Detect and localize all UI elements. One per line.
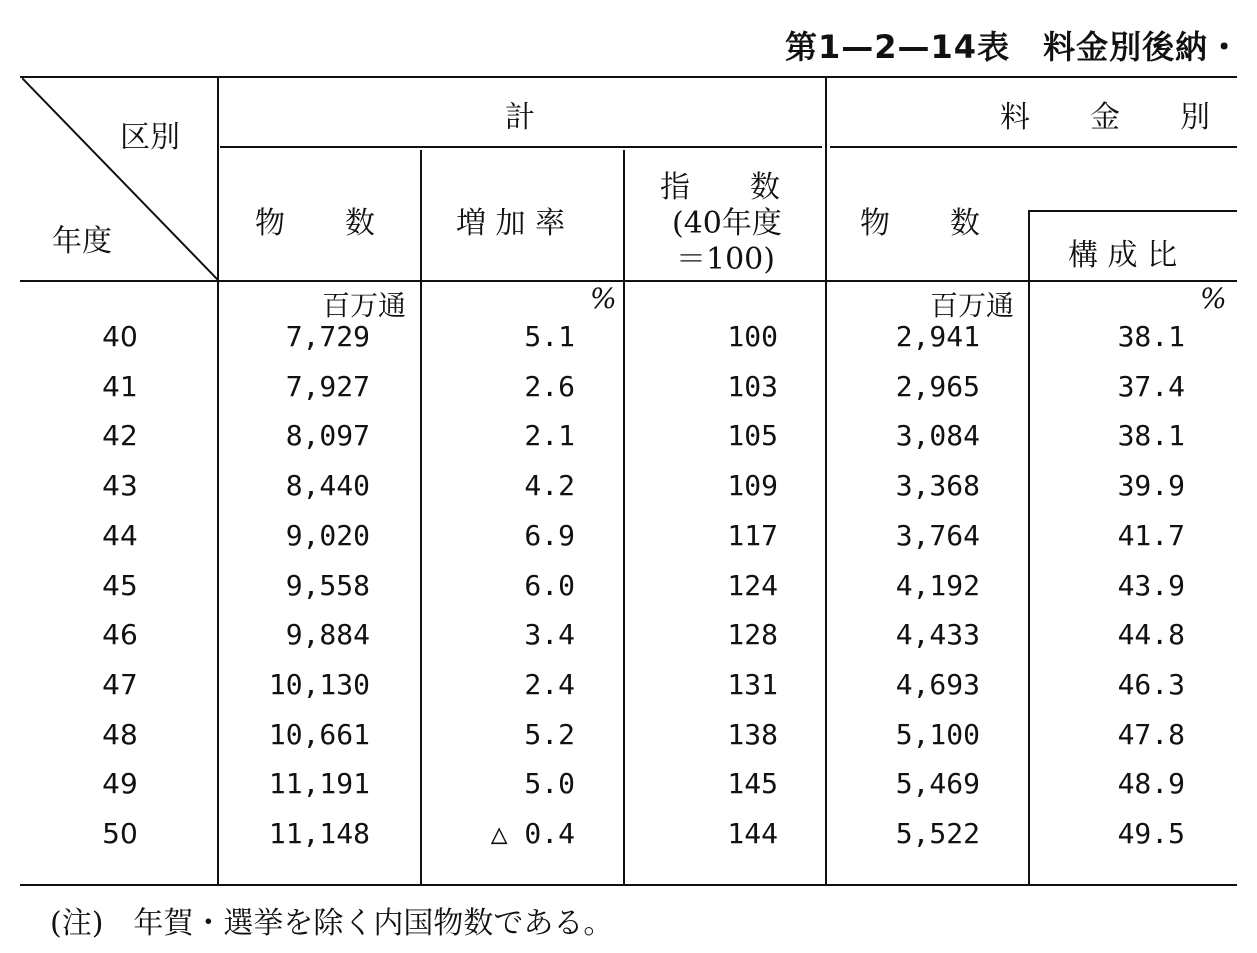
cell-increase: 6.0 [524, 568, 575, 602]
col-header-fee-count: 物 数 [860, 206, 980, 241]
cell-increase: 5.2 [524, 717, 575, 751]
cell-fee-count: 4,192 [895, 568, 980, 602]
cell-count: 8,097 [285, 419, 370, 453]
col-header-index-1: 指 数 [660, 170, 780, 205]
cell-ratio: 44.8 [1117, 618, 1185, 652]
cell-fee-count: 5,522 [895, 817, 980, 850]
group-fee-underline [830, 146, 1237, 148]
cell-index: 124 [727, 568, 778, 602]
cell-index: 138 [727, 717, 778, 751]
cell-ratio: 38.1 [1117, 419, 1185, 453]
cell-year: 42 [102, 419, 138, 453]
cell-year: 50 [102, 817, 138, 850]
col-header-index-2: (40年度 [672, 206, 782, 241]
col-header-index-3: ＝100) [676, 242, 775, 277]
group-header-by-fee: 料 金 別 [1000, 100, 1210, 135]
cell-count: 11,191 [268, 767, 370, 801]
cell-year: 44 [102, 518, 138, 552]
cell-increase: △ 0.4 [490, 817, 575, 850]
cell-count: 8,440 [285, 469, 370, 503]
cell-ratio: 39.9 [1117, 469, 1185, 503]
cell-count: 7,729 [285, 320, 370, 353]
col-divider-1 [420, 150, 422, 884]
cell-increase: 6.9 [524, 518, 575, 552]
cell-fee-count: 2,965 [895, 369, 980, 403]
cell-year: 47 [102, 667, 138, 701]
cell-fee-count: 3,368 [895, 469, 980, 503]
col-divider-3 [1028, 210, 1030, 884]
footnote: (注) 年賀・選挙を除く内国物数である。 [50, 906, 614, 941]
cell-fee-count: 4,433 [895, 618, 980, 652]
ratio-header-topline [1030, 210, 1237, 212]
cell-count: 9,558 [285, 568, 370, 602]
cell-count: 9,020 [285, 518, 370, 552]
header-bottom-rule [20, 280, 1237, 282]
cell-fee-count: 4,693 [895, 667, 980, 701]
cell-index: 128 [727, 618, 778, 652]
cell-ratio: 43.9 [1117, 568, 1185, 602]
unit-percent: % [590, 282, 617, 315]
cell-increase: 2.1 [524, 419, 575, 453]
cell-ratio: 38.1 [1117, 320, 1185, 353]
cell-count: 9,884 [285, 618, 370, 652]
unit-count: 百万通 [322, 289, 407, 322]
cell-fee-count: 3,084 [895, 419, 980, 453]
cell-year: 49 [102, 767, 138, 801]
cell-fee-count: 2,941 [895, 320, 980, 353]
cell-increase: 2.4 [524, 667, 575, 701]
cell-ratio: 48.9 [1117, 767, 1185, 801]
cell-index: 144 [727, 817, 778, 850]
cell-index: 117 [727, 518, 778, 552]
cell-increase: 3.4 [524, 618, 575, 652]
stub-label-year: 年度 [52, 224, 112, 259]
cell-year: 48 [102, 717, 138, 751]
cell-index: 131 [727, 667, 778, 701]
cell-year: 43 [102, 469, 138, 503]
stub-label-category: 区別 [120, 120, 180, 155]
cell-count: 7,927 [285, 369, 370, 403]
cell-ratio: 49.5 [1117, 817, 1185, 850]
table-bottom-rule [20, 884, 1237, 886]
cell-index: 103 [727, 369, 778, 403]
cell-increase: 5.0 [524, 767, 575, 801]
cell-fee-count: 3,764 [895, 518, 980, 552]
cell-increase: 2.6 [524, 369, 575, 403]
col-header-increase: 増 加 率 [456, 206, 566, 241]
col-header-ratio: 構 成 比 [1068, 238, 1178, 273]
group-header-total: 計 [505, 100, 535, 135]
cell-fee-count: 5,100 [895, 717, 980, 751]
cell-index: 105 [727, 419, 778, 453]
col-divider-2 [623, 150, 625, 884]
cell-ratio: 37.4 [1117, 369, 1185, 403]
cell-ratio: 47.8 [1117, 717, 1185, 751]
cell-index: 100 [727, 320, 778, 353]
cell-count: 11,148 [268, 817, 370, 850]
cell-year: 46 [102, 618, 138, 652]
cell-year: 45 [102, 568, 138, 602]
cell-ratio: 46.3 [1117, 667, 1185, 701]
cell-year: 40 [102, 320, 138, 353]
cell-count: 10,661 [268, 717, 370, 751]
cell-ratio: 41.7 [1117, 518, 1185, 552]
group-total-underline [220, 146, 822, 148]
cell-year: 41 [102, 369, 138, 403]
cell-count: 10,130 [268, 667, 370, 701]
group-divider [825, 76, 827, 884]
table-title: 第1—2—14表 料金別後納・ [785, 28, 1242, 66]
cell-index: 145 [727, 767, 778, 801]
unit-fee-count: 百万通 [930, 289, 1015, 322]
cell-index: 109 [727, 469, 778, 503]
cell-increase: 5.1 [524, 320, 575, 353]
cell-increase: 4.2 [524, 469, 575, 503]
col-header-count: 物 数 [255, 206, 375, 241]
unit-ratio-percent: % [1200, 282, 1227, 315]
cell-fee-count: 5,469 [895, 767, 980, 801]
